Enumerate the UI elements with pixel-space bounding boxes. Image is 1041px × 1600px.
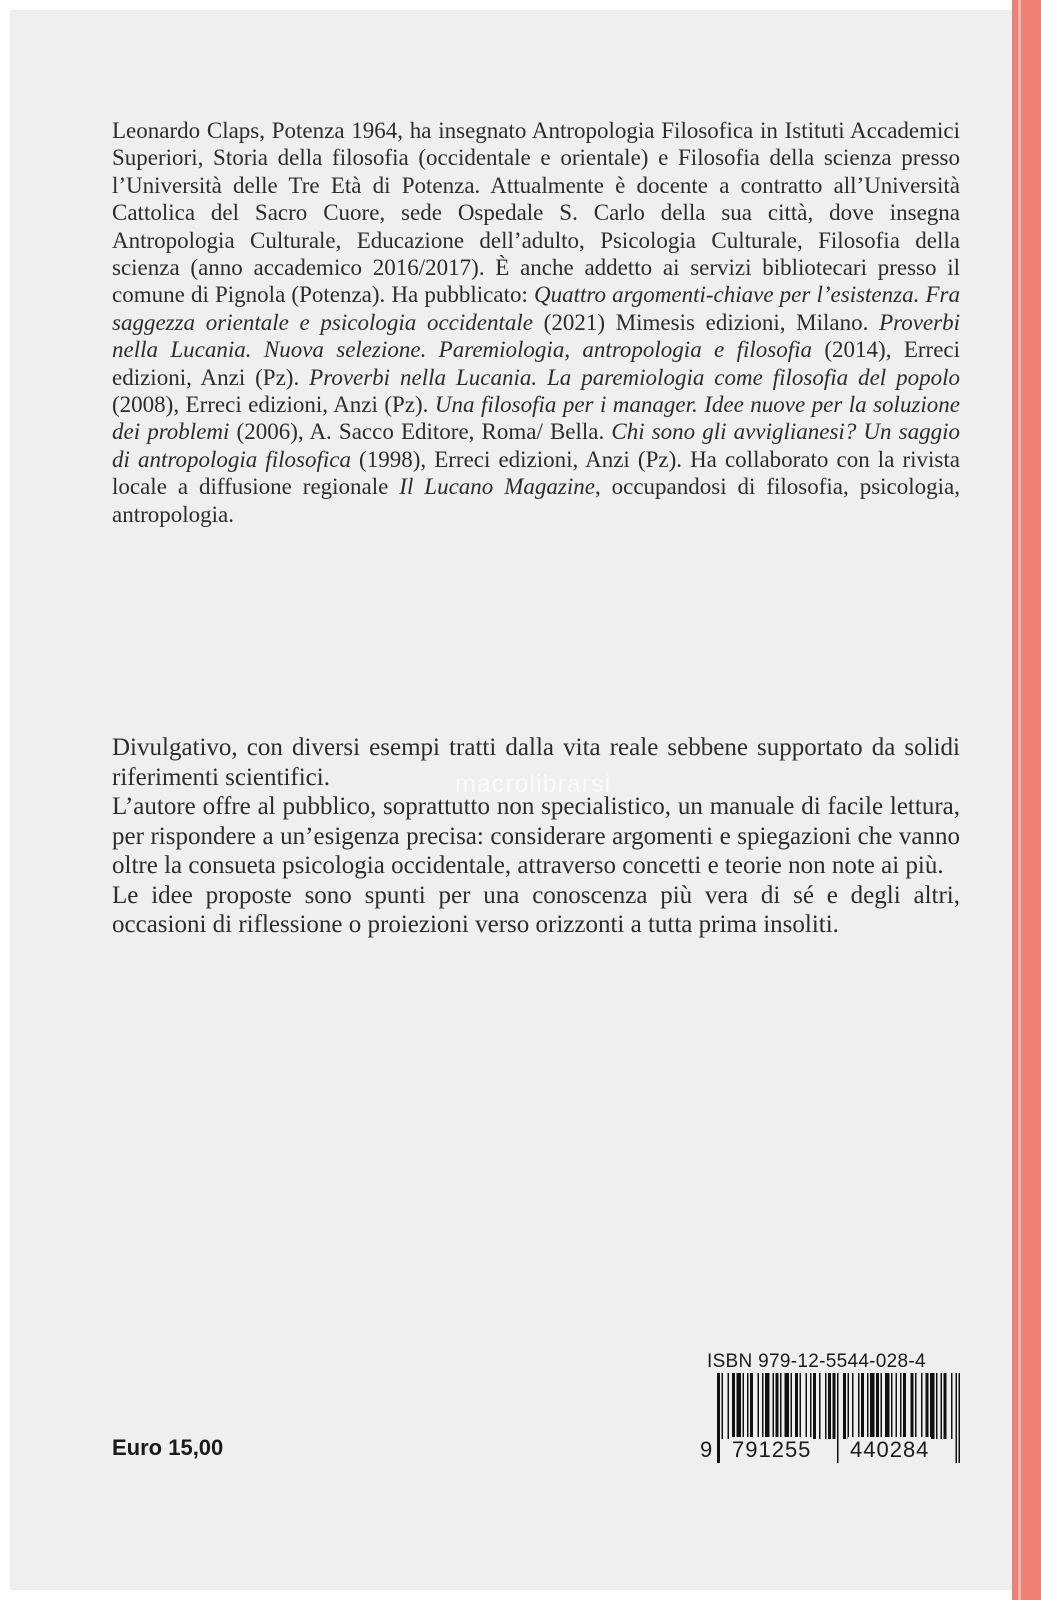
bio-text-3: (2014), Erreci edizioni, Anzi (Pz). [112,337,960,390]
book-blurb [112,733,960,940]
book-title-5: Chi sono gli avviglianesi? Un saggio di antropologia filosofica [112,419,960,472]
spine-edge [1012,0,1041,1600]
author-bio [112,117,960,528]
book-title-3: Proverbi nella Lucania. La paremiologia come filosofia del popolo [309,364,960,390]
bio-text-6: (1998), Erreci edizioni, Anzi (Pz). Ha collaborato con la rivista locale a diffusione regionale [112,446,960,500]
bio-text-5: (2006), A. Sacco Editore, Roma/ Bella. [229,419,612,445]
bio-text-2: (2021) Mimesis edizioni, Milano. [532,309,880,335]
bio-text-4: (2008), Erreci edizioni, Anzi (Pz). [112,392,435,418]
isbn-label: ISBN 979-12-5544-028-4 [707,1351,926,1372]
barcode-digit-first: 9 [700,1437,714,1462]
magazine-title: Il Lucano Magazine [399,474,595,500]
blurb-paragraph-3: Le idee proposte sono spunti per una conoscenza più vera di sé e degli altri, occasioni di riflessione o proiezioni verso orizzonti a tutta prima insoliti. [112,881,960,938]
barcode-digits-left: 791255 [732,1437,812,1462]
book-title-1: Quattro argomenti-chiave per l’esistenza. Fra saggezza orientale e psicologia occidentale [112,282,960,335]
watermark: macrolibrarsi [455,770,612,798]
bio-text-1: Leonardo Claps, Potenza 1964, ha insegnato Antropologia Filosofica in Istituti Accademici Superiori, Storia della filosofia (occidentale e orientale) e Filosofia della scienza presso l’Università delle Tre Età di Potenza. Attualmente è docente a contratto all’Università Cattolica del Sacro Cuore, sede Ospedale S. Carlo della sua città, dove insegna Antropologia Culturale, Educazione dell’adulto, Psicologia Culturale, Filosofia della scienza (anno accademico 2016/2017). È anche addetto ai servizi bibliotecari presso il comune di Pignola (Potenza). Ha pubblicato: [112,118,960,308]
book-title-2: Proverbi nella Lucania. Nuova selezione. Paremiologia, antropologia e filosofia [112,309,960,363]
price-label: Euro 15,00 [112,1435,224,1460]
blurb-paragraph-2: L’autore offre al pubblico, soprattutto non specialistico, un manuale di facile lettura, per rispondere a un’esigenza precisa: considerare argomenti e spiegazioni che vanno oltre la consueta psicologia occidentale, attraverso concetti e teorie non note ai più. [112,793,960,879]
barcode-digits-right: 440284 [850,1437,930,1462]
book-title-4: Una filosofia per i manager. Idee nuove per la soluzione dei problemi [112,392,960,445]
bio-text-7: , occupandosi di filosofia, psicologia, antropologia. [112,474,960,527]
blurb-paragraph-1: Divulgativo, con diversi esempi tratti dalla vita reale sebbene supportato da solidi riferimenti scientifici. [112,734,960,791]
spine-highlight [1018,0,1021,1600]
